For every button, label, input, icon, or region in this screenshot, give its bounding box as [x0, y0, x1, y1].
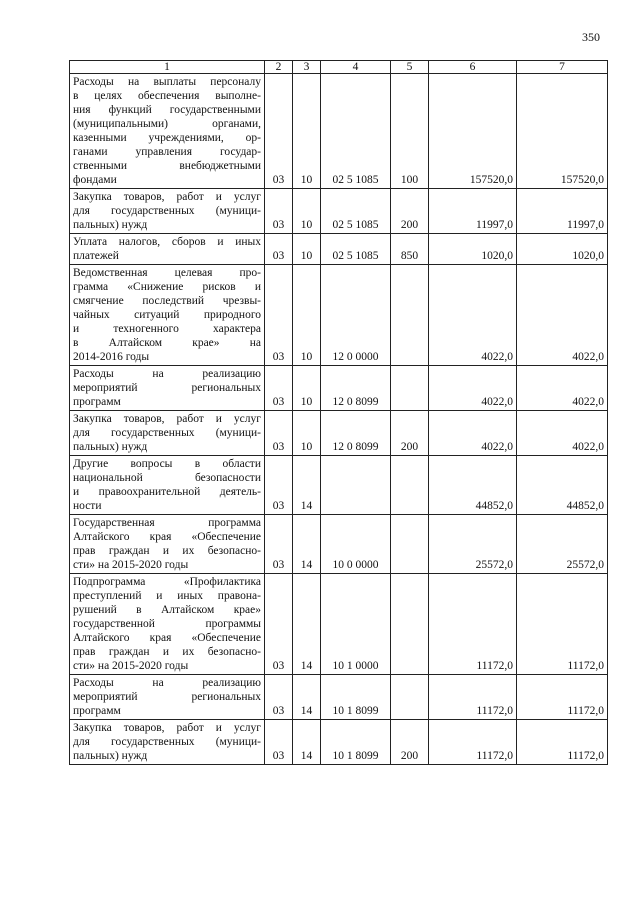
description-line: Расходы на реализацию — [73, 677, 261, 689]
description-line: Алтайского края «Обеспечение — [73, 531, 261, 543]
description-line: для государственных (муници- — [73, 427, 261, 439]
subsection-code-cell: 10 — [293, 234, 321, 265]
section-code-cell: 03 — [265, 366, 293, 411]
table-row — [70, 720, 608, 765]
amount-cell: 157520,0 — [429, 74, 517, 189]
expense-type-cell — [391, 515, 429, 574]
subsection-code-cell: 10 — [293, 265, 321, 366]
amount-cell: 157520,0 — [517, 74, 608, 189]
section-code-cell: 03 — [265, 411, 293, 456]
section-code-cell: 03 — [265, 675, 293, 720]
amount-cell: 11172,0 — [429, 720, 517, 765]
subsection-code-cell: 10 — [293, 189, 321, 234]
row-description — [70, 411, 265, 456]
description-line: Подпрограмма «Профилактика — [73, 576, 261, 588]
expense-type-cell — [391, 456, 429, 515]
target-article-cell: 10 1 8099 — [321, 720, 391, 765]
description-line: преступлений и иных правона- — [73, 590, 261, 602]
description-line: Уплата налогов, сборов и иных — [73, 236, 261, 248]
header-col-7: 7 — [517, 61, 608, 74]
section-code-cell: 03 — [265, 574, 293, 675]
expense-type-cell — [391, 675, 429, 720]
description-line: 2014-2016 годы — [73, 351, 150, 363]
expense-type-cell: 200 — [391, 411, 429, 456]
description-line: сти» на 2015-2020 годы — [73, 559, 189, 571]
subsection-code-cell: 14 — [293, 675, 321, 720]
target-article-cell: 10 0 0000 — [321, 515, 391, 574]
description-line: платежей — [73, 250, 119, 262]
header-col-5: 5 — [391, 61, 429, 74]
subsection-code-cell: 14 — [293, 515, 321, 574]
description-line: пальных) нужд — [73, 441, 148, 453]
table-row — [70, 265, 608, 366]
expense-type-cell — [391, 366, 429, 411]
amount-cell: 11172,0 — [429, 675, 517, 720]
header-col-6: 6 — [429, 61, 517, 74]
description-line: рушений в Алтайском крае» — [73, 604, 261, 616]
row-description — [70, 366, 265, 411]
amount-cell: 44852,0 — [517, 456, 608, 515]
target-article-cell: 12 0 0000 — [321, 265, 391, 366]
table-row — [70, 189, 608, 234]
description-line: для государственных (муници- — [73, 205, 261, 217]
description-line: Закупка товаров, работ и услуг — [73, 722, 261, 734]
row-description — [70, 574, 265, 675]
table-row — [70, 515, 608, 574]
table-row — [70, 574, 608, 675]
expense-type-cell: 100 — [391, 74, 429, 189]
section-code-cell: 03 — [265, 515, 293, 574]
description-line: Закупка товаров, работ и услуг — [73, 413, 261, 425]
table-row — [70, 366, 608, 411]
description-line: Расходы на выплаты персоналу — [73, 76, 261, 88]
amount-cell: 4022,0 — [429, 366, 517, 411]
description-line: смягчение последствий чрезвы- — [73, 295, 261, 307]
amount-cell: 1020,0 — [429, 234, 517, 265]
row-description — [70, 234, 265, 265]
target-article-cell: 02 5 1085 — [321, 234, 391, 265]
row-description — [70, 720, 265, 765]
table-row — [70, 456, 608, 515]
description-line: и правоохранительной деятель- — [73, 486, 261, 498]
section-code-cell: 03 — [265, 265, 293, 366]
table-body — [70, 74, 608, 765]
expense-type-cell — [391, 574, 429, 675]
amount-cell: 11172,0 — [517, 574, 608, 675]
subsection-code-cell: 14 — [293, 720, 321, 765]
description-line: ности — [73, 500, 102, 512]
description-line: пальных) нужд — [73, 219, 148, 231]
amount-cell: 11172,0 — [429, 574, 517, 675]
description-line: мероприятий региональных — [73, 691, 261, 703]
table-row — [70, 234, 608, 265]
amount-cell: 4022,0 — [429, 265, 517, 366]
amount-cell: 11997,0 — [517, 189, 608, 234]
header-col-3: 3 — [293, 61, 321, 74]
description-line: казенными учреждениями, ор- — [73, 132, 261, 144]
row-description — [70, 675, 265, 720]
description-line: сти» на 2015-2020 годы — [73, 660, 189, 672]
amount-cell: 4022,0 — [517, 265, 608, 366]
target-article-cell: 02 5 1085 — [321, 74, 391, 189]
header-col-2: 2 — [265, 61, 293, 74]
row-description — [70, 74, 265, 189]
description-line: Государственная программа — [73, 517, 261, 529]
description-line: Другие вопросы в области — [73, 458, 261, 470]
description-line: Алтайского края «Обеспечение — [73, 632, 261, 644]
description-line: грамма «Снижение рисков и — [73, 281, 261, 293]
description-line: (муниципальными) органами, — [73, 118, 261, 130]
amount-cell: 11997,0 — [429, 189, 517, 234]
target-article-cell: 12 0 8099 — [321, 366, 391, 411]
description-line: государственной программы — [73, 618, 261, 630]
row-description — [70, 265, 265, 366]
page-number: 350 — [582, 30, 600, 44]
expense-type-cell: 200 — [391, 189, 429, 234]
section-code-cell: 03 — [265, 189, 293, 234]
row-description — [70, 189, 265, 234]
subsection-code-cell: 10 — [293, 74, 321, 189]
description-line: национальной безопасности — [73, 472, 261, 484]
description-line: фондами — [73, 174, 117, 186]
expense-type-cell — [391, 265, 429, 366]
expense-type-cell: 850 — [391, 234, 429, 265]
description-line: мероприятий региональных — [73, 382, 261, 394]
table-row — [70, 675, 608, 720]
subsection-code-cell: 14 — [293, 574, 321, 675]
subsection-code-cell: 14 — [293, 456, 321, 515]
subsection-code-cell: 10 — [293, 366, 321, 411]
header-row — [70, 61, 608, 74]
description-line: Закупка товаров, работ и услуг — [73, 191, 261, 203]
target-article-cell: 10 1 8099 — [321, 675, 391, 720]
amount-cell: 4022,0 — [429, 411, 517, 456]
description-line: для государственных (муници- — [73, 736, 261, 748]
section-code-cell: 03 — [265, 234, 293, 265]
budget-table — [69, 60, 608, 765]
target-article-cell: 12 0 8099 — [321, 411, 391, 456]
amount-cell: 4022,0 — [517, 366, 608, 411]
target-article-cell: 02 5 1085 — [321, 189, 391, 234]
description-line: ния функций государственными — [73, 104, 261, 116]
description-line: программ — [73, 396, 121, 408]
description-line: и техногенного характера — [73, 323, 261, 335]
section-code-cell: 03 — [265, 720, 293, 765]
description-line: чайных ситуаций природного — [73, 309, 261, 321]
amount-cell: 11172,0 — [517, 675, 608, 720]
header-col-4: 4 — [321, 61, 391, 74]
description-line: в Алтайском крае» на — [73, 337, 261, 349]
amount-cell: 4022,0 — [517, 411, 608, 456]
description-line: программ — [73, 705, 121, 717]
description-line: прав граждан и их безопасно- — [73, 545, 261, 557]
description-line: ственными внебюджетными — [73, 160, 261, 172]
amount-cell: 25572,0 — [429, 515, 517, 574]
description-line: пальных) нужд — [73, 750, 148, 762]
section-code-cell: 03 — [265, 456, 293, 515]
description-line: ганами управления государ- — [73, 146, 261, 158]
row-description — [70, 515, 265, 574]
subsection-code-cell: 10 — [293, 411, 321, 456]
row-description — [70, 456, 265, 515]
amount-cell: 25572,0 — [517, 515, 608, 574]
table-row — [70, 411, 608, 456]
expense-type-cell: 200 — [391, 720, 429, 765]
description-line: Расходы на реализацию — [73, 368, 261, 380]
amount-cell: 44852,0 — [429, 456, 517, 515]
header-col-1: 1 — [70, 61, 265, 74]
description-line: Ведомственная целевая про- — [73, 267, 261, 279]
amount-cell: 1020,0 — [517, 234, 608, 265]
section-code-cell: 03 — [265, 74, 293, 189]
target-article-cell: 10 1 0000 — [321, 574, 391, 675]
target-article-cell — [321, 456, 391, 515]
table-row — [70, 74, 608, 189]
description-line: прав граждан и их безопасно- — [73, 646, 261, 658]
description-line: в целях обеспечения выполне- — [73, 90, 261, 102]
amount-cell: 11172,0 — [517, 720, 608, 765]
